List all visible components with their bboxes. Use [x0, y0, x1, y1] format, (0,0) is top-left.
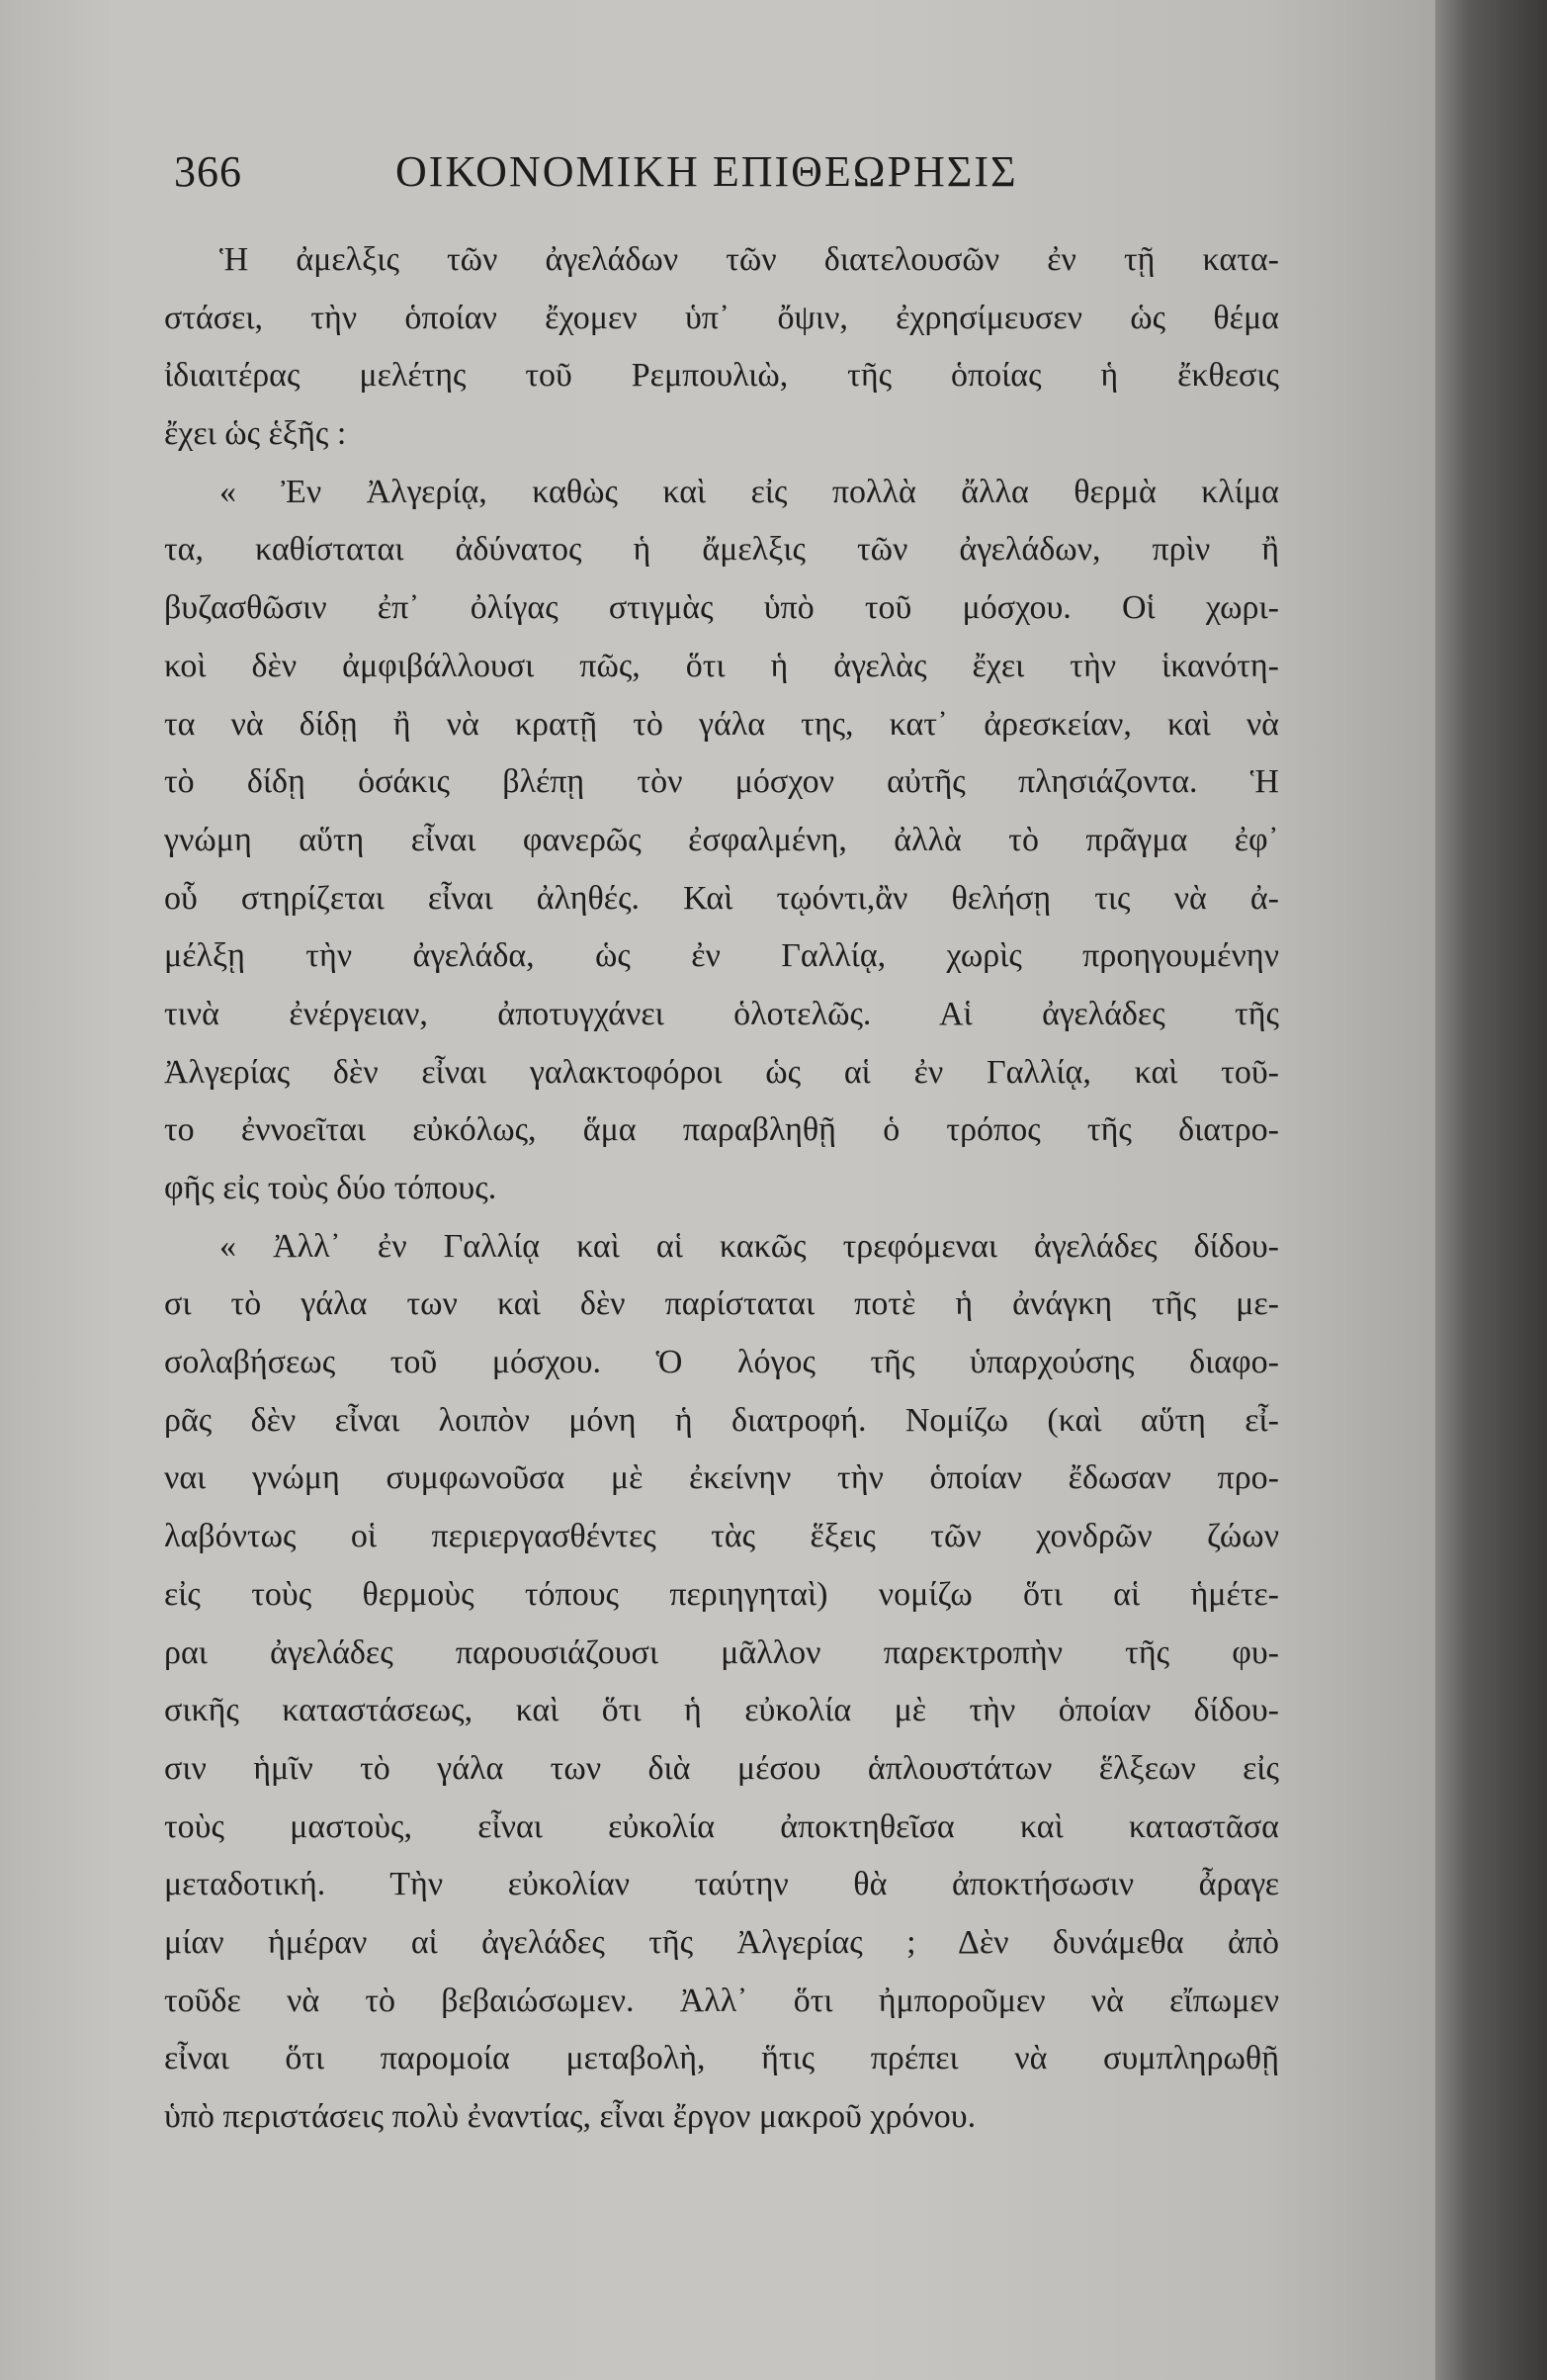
page-number: 366 [174, 147, 242, 196]
book-gutter-shadow [1435, 0, 1547, 2380]
text-line: τοὺς μαστοὺς, εἶναι εὐκολία ἀποκτηθεῖσα καὶ καταστᾶσα [164, 1807, 1279, 1845]
running-head: ΟΙΚΟΝΟΜΙΚΗ ΕΠΙΘΕΩΡΗΣΙΣ [395, 147, 1018, 196]
text-line: ραι ἀγελάδες παρουσιάζουσι μᾶλλον παρεκτροπὴν τῆς φυ- [164, 1633, 1279, 1671]
text-line: σι τὸ γάλα των καὶ δὲν παρίσταται ποτὲ ἡ ἀνάγκη τῆς με- [164, 1285, 1279, 1323]
text-line: μέλξῃ τὴν ἀγελάδα, ὡς ἐν Γαλλίᾳ, χωρὶς προηγουμένην [164, 937, 1279, 975]
text-line: Ἀλγερίας δὲν εἶναι γαλακτοφόροι ὡς αἱ ἐν Γαλλίᾳ, καὶ τοῦ- [164, 1053, 1279, 1091]
text-line: εἰς τοὺς θερμοὺς τόπους περιηγηταὶ) νομίζω ὅτι αἱ ἡμέτε- [164, 1575, 1279, 1613]
text-line: τὸ δίδῃ ὁσάκις βλέπῃ τὸν μόσχον αὐτῆς πλησιάζοντα. Ἡ [164, 763, 1279, 801]
text-line: μεταδοτική. Τὴν εὐκολίαν ταύτην θὰ ἀποκτήσωσιν ἆραγε [164, 1866, 1279, 1903]
text-line: το ἐννοεῖται εὐκόλως, ἅμα παραβληθῇ ὁ τρόπος τῆς διατρο- [164, 1111, 1279, 1149]
text-line: « Ἀλλ᾿ ἐν Γαλλίᾳ καὶ αἱ κακῶς τρεφόμεναι ἀγελάδες δίδου- [219, 1227, 1279, 1265]
text-line: οὗ στηρίζεται εἶναι ἀληθές. Καὶ τῳόντι,ἂν θελήσῃ τις νὰ ἀ- [164, 879, 1279, 917]
text-line: « Ἐν Ἀλγερίᾳ, καθὼς καὶ εἰς πολλὰ ἄλλα θερμὰ κλίμα [219, 473, 1279, 510]
text-line: τα νὰ δίδῃ ἢ νὰ κρατῇ τὸ γάλα της, κατ᾿ ἀρεσκείαν, καὶ νὰ [164, 705, 1279, 743]
text-line: ἔχει ὡς ἑξῆς : [164, 415, 347, 453]
text-line: ρᾶς δὲν εἶναι λοιπὸν μόνη ἡ διατροφή. Νομίζω (καὶ αὕτη εἶ- [164, 1401, 1279, 1439]
text-line: ναι γνώμη συμφωνοῦσα μὲ ἐκείνην τὴν ὁποίαν ἔδωσαν προ- [164, 1459, 1279, 1497]
text-line: τα, καθίσταται ἀδύνατος ἡ ἄμελξις τῶν ἀγελάδων, πρὶν ἢ [164, 531, 1279, 569]
text-line: εἶναι ὅτι παρομοία μεταβολὴ, ἥτις πρέπει νὰ συμπληρωθῇ [164, 2040, 1279, 2077]
text-line: φῆς εἰς τοὺς δύο τόπους. [164, 1170, 497, 1206]
text-line: τοῦδε νὰ τὸ βεβαιώσωμεν. Ἀλλ᾿ ὅτι ἠμποροῦμεν νὰ εἴπωμεν [164, 1982, 1279, 2019]
text-line: Ἡ ἀμελξις τῶν ἀγελάδων τῶν διατελουσῶν ἐν τῇ κατα- [219, 241, 1279, 278]
text-line: ὑπὸ περιστάσεις πολὺ ἐναντίας, εἶναι ἔργον μακροῦ χρόνου. [164, 2098, 977, 2135]
text-line: κοὶ δὲν ἀμφιβάλλουσι πῶς, ὅτι ἡ ἀγελὰς ἔχει τὴν ἱκανότη- [164, 647, 1279, 684]
body-text [164, 231, 1279, 2147]
text-line: μίαν ἡμέραν αἱ ἀγελάδες τῆς Ἀλγερίας ; Δὲν δυνάμεθα ἀπὸ [164, 1923, 1279, 1961]
text-line: στάσει, τὴν ὁποίαν ἔχομεν ὑπ᾿ ὄψιν, ἐχρησίμευσεν ὡς θέμα [164, 299, 1279, 336]
text-line: ἰδιαιτέρας μελέτης τοῦ Ρεμπουλιὼ, τῆς ὁποίας ἡ ἔκθεσις [164, 357, 1279, 395]
text-line: σιν ἡμῖν τὸ γάλα των διὰ μέσου ἁπλουστάτων ἕλξεων εἰς [164, 1749, 1279, 1787]
text-line: σολαβήσεως τοῦ μόσχου. Ὁ λόγος τῆς ὑπαρχούσης διαφο- [164, 1344, 1279, 1381]
text-line: λαβόντως οἱ περιεργασθέντες τὰς ἕξεις τῶν χονδρῶν ζώων [164, 1518, 1279, 1555]
text-line: γνώμη αὕτη εἶναι φανερῶς ἐσφαλμένη, ἀλλὰ τὸ πρᾶγμα ἐφ᾿ [164, 821, 1279, 858]
text-line: βυζασθῶσιν ἐπ᾿ ὀλίγας στιγμὰς ὑπὸ τοῦ μόσχου. Οἱ χωρι- [164, 589, 1279, 627]
text-line: σικῆς καταστάσεως, καὶ ὅτι ἡ εὐκολία μὲ τὴν ὁποίαν δίδου- [164, 1692, 1279, 1729]
page-header [166, 146, 1283, 216]
text-line: τινὰ ἐνέργειαν, ἀποτυγχάνει ὁλοτελῶς. Αἱ ἀγελάδες τῆς [164, 995, 1279, 1032]
